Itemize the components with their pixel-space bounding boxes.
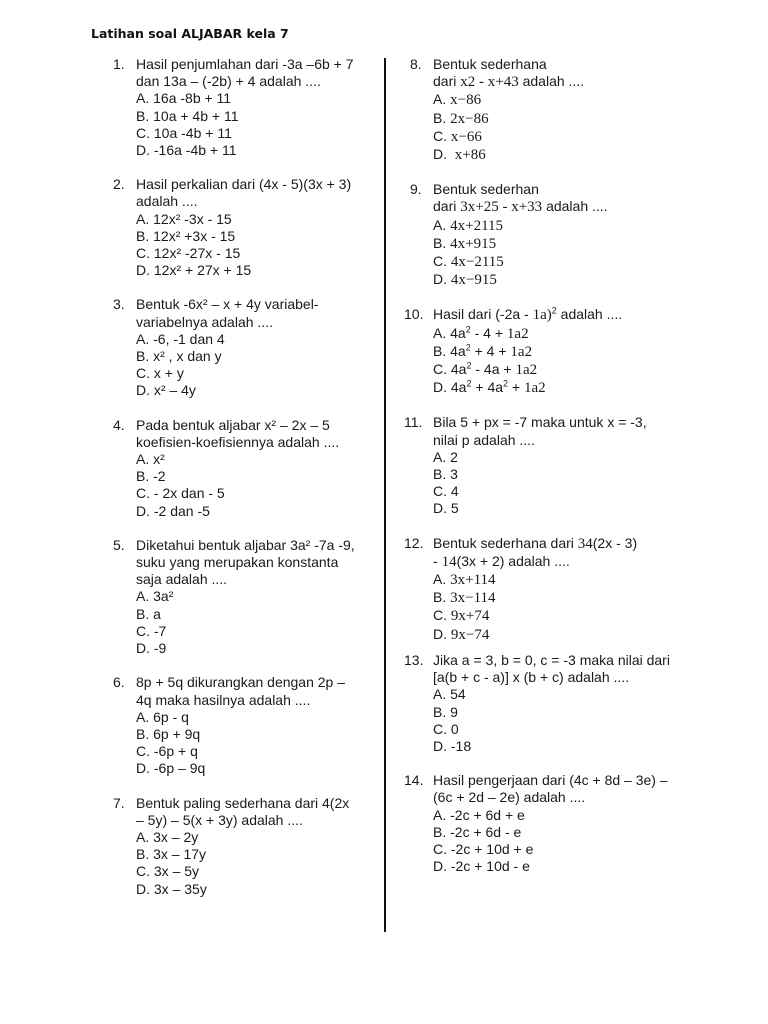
question-text: (6c + 2d – 2e) adalah .... — [433, 789, 586, 806]
answer-option-d: D. x² – 4y — [136, 382, 196, 399]
answer-option-a: A. 3x – 2y — [136, 828, 199, 845]
question-text: Bentuk sederhana — [433, 56, 547, 72]
answer-option-b: B. x² , x dan y — [136, 348, 222, 365]
question-number: 6. — [113, 674, 125, 691]
question-text: Hasil dari (-2a - 1a)$^2$ adalah .... — [433, 305, 623, 324]
question-8 — [410, 56, 680, 164]
question-text: Jika a = 3, b = 0, c = -3 maka nilai dari — [433, 651, 670, 668]
answer-option-a: A. 4x+2115 — [433, 216, 504, 234]
answer-option-c: C. -6p + q — [136, 743, 198, 760]
answer-option-c: C. x−66 — [433, 127, 482, 145]
answer-option-d: D. x+86 — [433, 146, 486, 164]
answer-option-b: B. 2x−86 — [433, 109, 489, 127]
answer-option-a: A. 3a² — [136, 588, 174, 605]
answer-option-d: D. -9 — [136, 640, 167, 657]
question-number: 11. — [404, 414, 423, 431]
question-number: 10. — [404, 306, 424, 323]
answer-option-c: C. $4a^2 - 4a + 1a2$ — [433, 360, 538, 379]
answer-option-b: B. 12x² +3x - 15 — [136, 227, 236, 244]
answer-option-c: C. x + y — [136, 365, 184, 382]
answer-option-c: C. -7 — [136, 622, 167, 639]
answer-option-c: C. 9x+74 — [433, 607, 490, 625]
answer-option-a: A. x² — [136, 451, 165, 468]
answer-option-c: C. 3x – 5y — [136, 863, 200, 880]
answer-option-d: D. 9x−74 — [433, 625, 490, 643]
question-text: adalah .... — [136, 193, 198, 210]
answer-option-d: D. 12x² + 27x + 15 — [136, 262, 252, 279]
question-text: Bila 5 + px = -7 maka untuk x = -3, — [433, 414, 647, 431]
question-text: suku yang merupakan konstanta — [136, 554, 339, 571]
question-2 — [113, 176, 375, 279]
question-number: 8. — [410, 56, 422, 72]
question-10 — [404, 305, 680, 397]
question-3 — [113, 296, 375, 399]
question-text: dari x2 - x+43 adalah .... — [433, 73, 585, 91]
question-text: Hasil perkalian dari (4x - 5)(3x + 3) — [136, 176, 352, 193]
answer-option-d: D. -2 dan -5 — [136, 502, 210, 519]
question-text: Bentuk sederhana dari 34(2x - 3) — [433, 534, 638, 552]
answer-option-c: C. 12x² -27x - 15 — [136, 245, 241, 262]
question-text: – 5y) – 5(x + 3y) adalah .... — [136, 811, 303, 828]
answer-option-a: A. 2 — [433, 448, 458, 465]
answer-option-a: A. $4a^2 - 4 + 1a2$ — [433, 323, 529, 342]
question-number: 9. — [410, 181, 422, 198]
question-number: 13. — [404, 651, 424, 668]
document-title: Latihan soal ALJABAR kela 7 — [91, 26, 289, 41]
answer-option-a: A. 3x+114 — [433, 571, 496, 589]
answer-option-d: D. -18 — [433, 737, 472, 754]
answer-option-a: A. -2c + 6d + e — [433, 806, 525, 823]
math-expression: x2 - x+43 — [460, 74, 519, 91]
question-9 — [410, 181, 680, 289]
question-text: koefisien-koefisiennya adalah .... — [136, 433, 340, 450]
answer-option-b: B. 3x – 17y — [136, 846, 207, 863]
question-text: variabelnya adalah .... — [136, 313, 273, 330]
answer-option-d: D. 4x−915 — [433, 271, 497, 289]
answer-option-d: D. $4a^2 + 4a^2 + 1a2$ — [433, 378, 546, 397]
answer-option-a: A. -6, -1 dan 4 — [136, 330, 225, 347]
question-number: 12. — [404, 534, 424, 551]
question-1 — [113, 56, 375, 159]
answer-option-a: A. 54 — [433, 686, 466, 703]
question-text: - 14(3x + 2) adalah .... — [433, 552, 570, 570]
answer-option-b: B. 6p + 9q — [136, 725, 201, 742]
question-text: Bentuk paling sederhana dari 4(2x — [136, 794, 350, 811]
answer-option-b: B. 4x+915 — [433, 234, 497, 252]
answer-option-b: B. a — [136, 605, 161, 622]
answer-option-d: D. 3x – 35y — [136, 880, 207, 897]
answer-option-a: A. 12x² -3x - 15 — [136, 210, 232, 227]
answer-option-d: D. -6p – 9q — [136, 760, 206, 777]
answer-option-d: D. -2c + 10d - e — [433, 858, 530, 875]
question-14 — [404, 772, 680, 875]
question-number: 4. — [113, 416, 125, 433]
question-text: Bentuk -6x² – x + 4y variabel- — [136, 296, 319, 313]
question-text: saja adalah .... — [136, 571, 228, 588]
question-text: Hasil penjumlahan dari -3a –6b + 7 — [136, 56, 354, 72]
question-number: 1. — [113, 56, 125, 72]
answer-option-c: C. 10a -4b + 11 — [136, 124, 232, 141]
answer-option-c: C. 4 — [433, 483, 459, 500]
left-column — [113, 56, 375, 898]
question-5 — [113, 537, 375, 657]
question-text: [a(b + c - a)] x (b + c) adalah .... — [433, 669, 630, 686]
column-divider — [384, 58, 386, 932]
question-text: nilai p adalah .... — [433, 431, 535, 448]
answer-option-c: C. 4x−2115 — [433, 253, 504, 271]
question-text: Bentuk sederhan — [433, 181, 539, 198]
question-number: 5. — [113, 536, 125, 553]
answer-option-d: D. -16a -4b + 11 — [136, 142, 237, 159]
question-7 — [113, 795, 375, 898]
question-text: dari 3x+25 - x+33 adalah .... — [433, 198, 608, 216]
question-number: 3. — [113, 296, 125, 313]
question-13 — [404, 651, 680, 755]
answer-option-d: D. 5 — [433, 500, 459, 517]
answer-option-b: B. 10a + 4b + 11 — [136, 107, 239, 124]
answer-option-b: B. 3x−114 — [433, 589, 496, 607]
question-number: 2. — [113, 176, 125, 193]
answer-option-b: B. -2 — [136, 468, 166, 485]
answer-option-a: A. 16a -8b + 11 — [136, 90, 232, 107]
answer-option-b: B. $4a^2 + 4 + 1a2$ — [433, 342, 533, 360]
answer-option-c: C. -2c + 10d + e — [433, 840, 534, 857]
answer-option-b: B. 9 — [433, 703, 458, 720]
math-expression: 3x+25 - x+33 — [460, 199, 543, 216]
answer-option-a: A. x−86 — [433, 91, 482, 109]
answer-option-a: A. 6p - q — [136, 708, 189, 725]
question-text: 4q maka hasilnya adalah .... — [136, 691, 311, 708]
answer-option-c: C. 0 — [433, 720, 459, 737]
answer-option-b: B. -2c + 6d - e — [433, 823, 522, 840]
answer-option-b: B. 3 — [433, 466, 458, 483]
question-11 — [404, 414, 680, 517]
question-text: 8p + 5q dikurangkan dengan 2p – — [136, 674, 346, 691]
answer-option-c: C. - 2x dan - 5 — [136, 485, 225, 502]
question-text: Hasil pengerjaan dari (4c + 8d – 3e) – — [433, 772, 668, 789]
question-12 — [404, 534, 680, 644]
question-number: 14. — [404, 772, 424, 789]
question-text: Diketahui bentuk aljabar 3a² -7a -9, — [136, 536, 355, 553]
question-6 — [113, 674, 375, 777]
question-text: Pada bentuk aljabar x² – 2x – 5 — [136, 416, 330, 433]
question-number: 7. — [113, 794, 125, 811]
right-column — [404, 56, 680, 875]
question-text: dan 13a – (-2b) + 4 adalah .... — [136, 73, 321, 90]
question-4 — [113, 417, 375, 520]
